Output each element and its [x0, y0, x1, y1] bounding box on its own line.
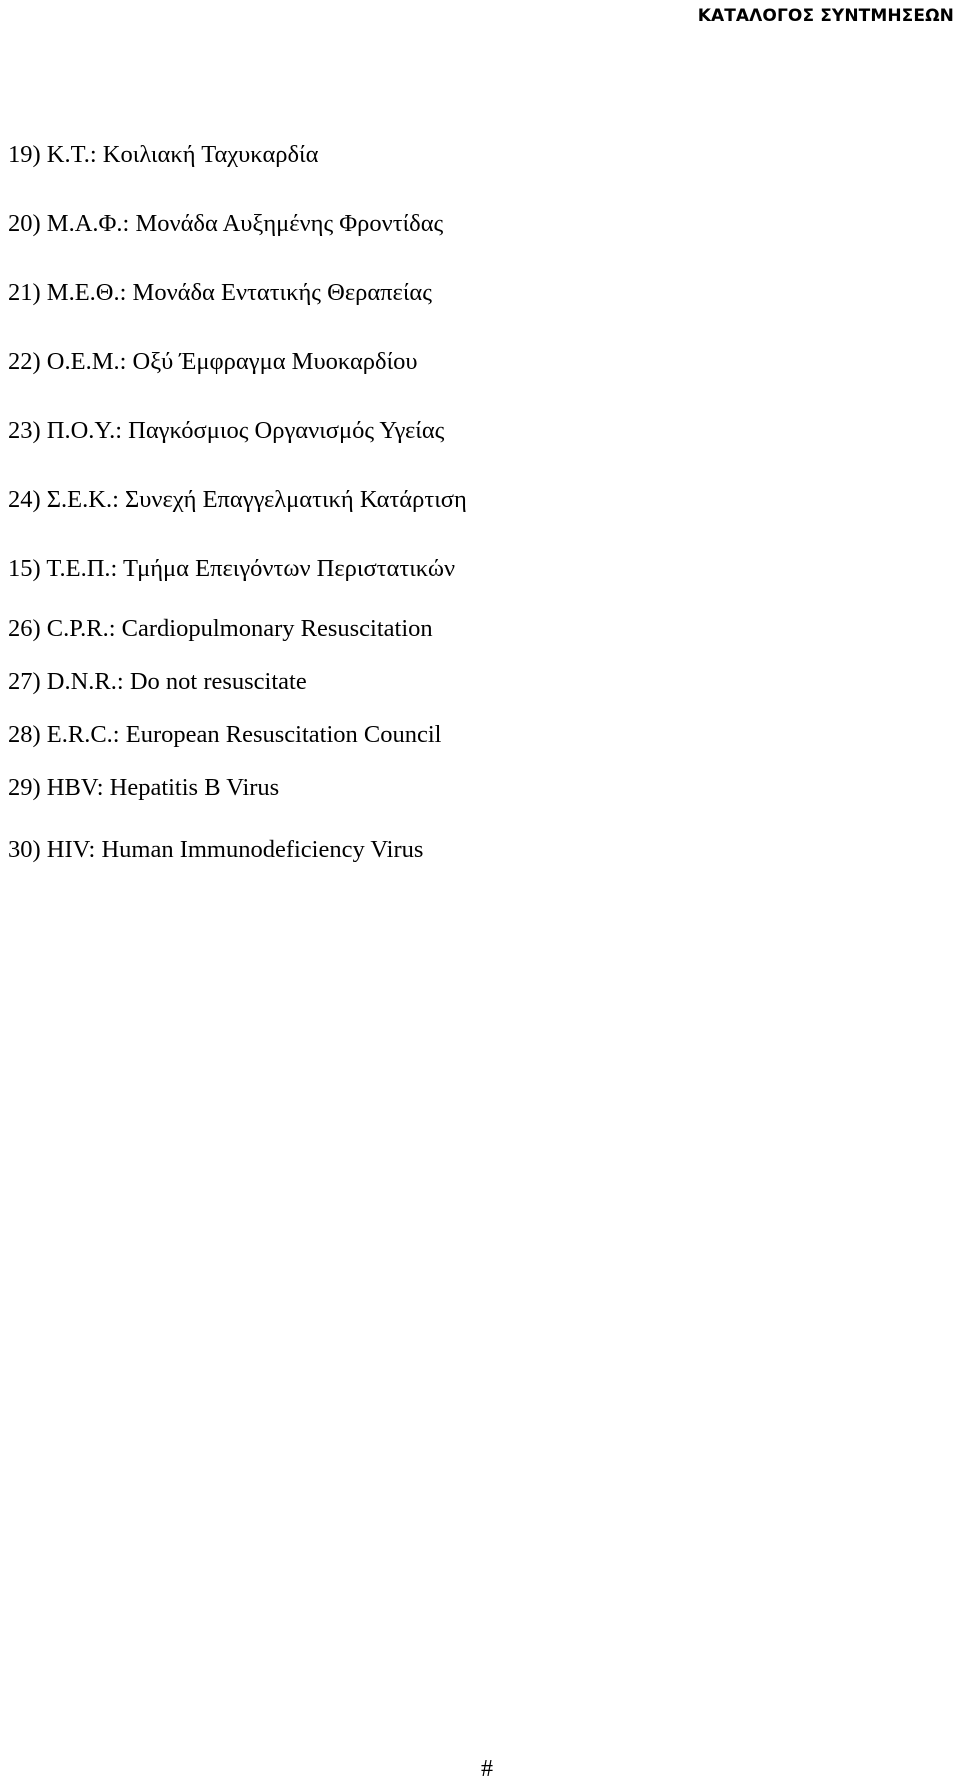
abbreviation-entry: 30) HIV: Human Immunodeficiency Virus: [8, 836, 424, 863]
abbreviation-entry: 26) C.P.R.: Cardiopulmonary Resuscitation: [8, 615, 433, 642]
abbreviation-entry: 19) Κ.Τ.: Κοιλιακή Ταχυκαρδία: [8, 141, 319, 168]
page-number: #: [481, 1756, 493, 1782]
abbreviation-entry: 28) E.R.C.: European Resuscitation Council: [8, 721, 442, 748]
abbreviation-entry: 24) Σ.Ε.Κ.: Συνεχή Επαγγελματική Κατάρτιση: [8, 486, 467, 513]
abbreviation-entry: 21) Μ.Ε.Θ.: Μονάδα Εντατικής Θεραπείας: [8, 279, 432, 306]
abbreviation-entry: 20) Μ.Α.Φ.: Μονάδα Αυξημένης Φροντίδας: [8, 210, 444, 237]
abbreviation-entry: 15) Τ.Ε.Π.: Τμήμα Επειγόντων Περιστατικών: [8, 555, 456, 582]
page-header-title: ΚΑΤΑΛΟΓΟΣ ΣΥΝΤΜΗΣΕΩΝ: [697, 6, 954, 26]
abbreviation-entry: 22) Ο.Ε.Μ.: Οξύ Έμφραγμα Μυοκαρδίου: [8, 348, 418, 375]
abbreviation-entry: 23) Π.Ο.Υ.: Παγκόσμιος Οργανισμός Υγείας: [8, 417, 445, 444]
abbreviation-entry: 27) D.N.R.: Do not resuscitate: [8, 668, 307, 695]
abbreviation-entry: 29) HBV: Hepatitis B Virus: [8, 774, 280, 801]
abbreviation-list: [8, 140, 467, 865]
